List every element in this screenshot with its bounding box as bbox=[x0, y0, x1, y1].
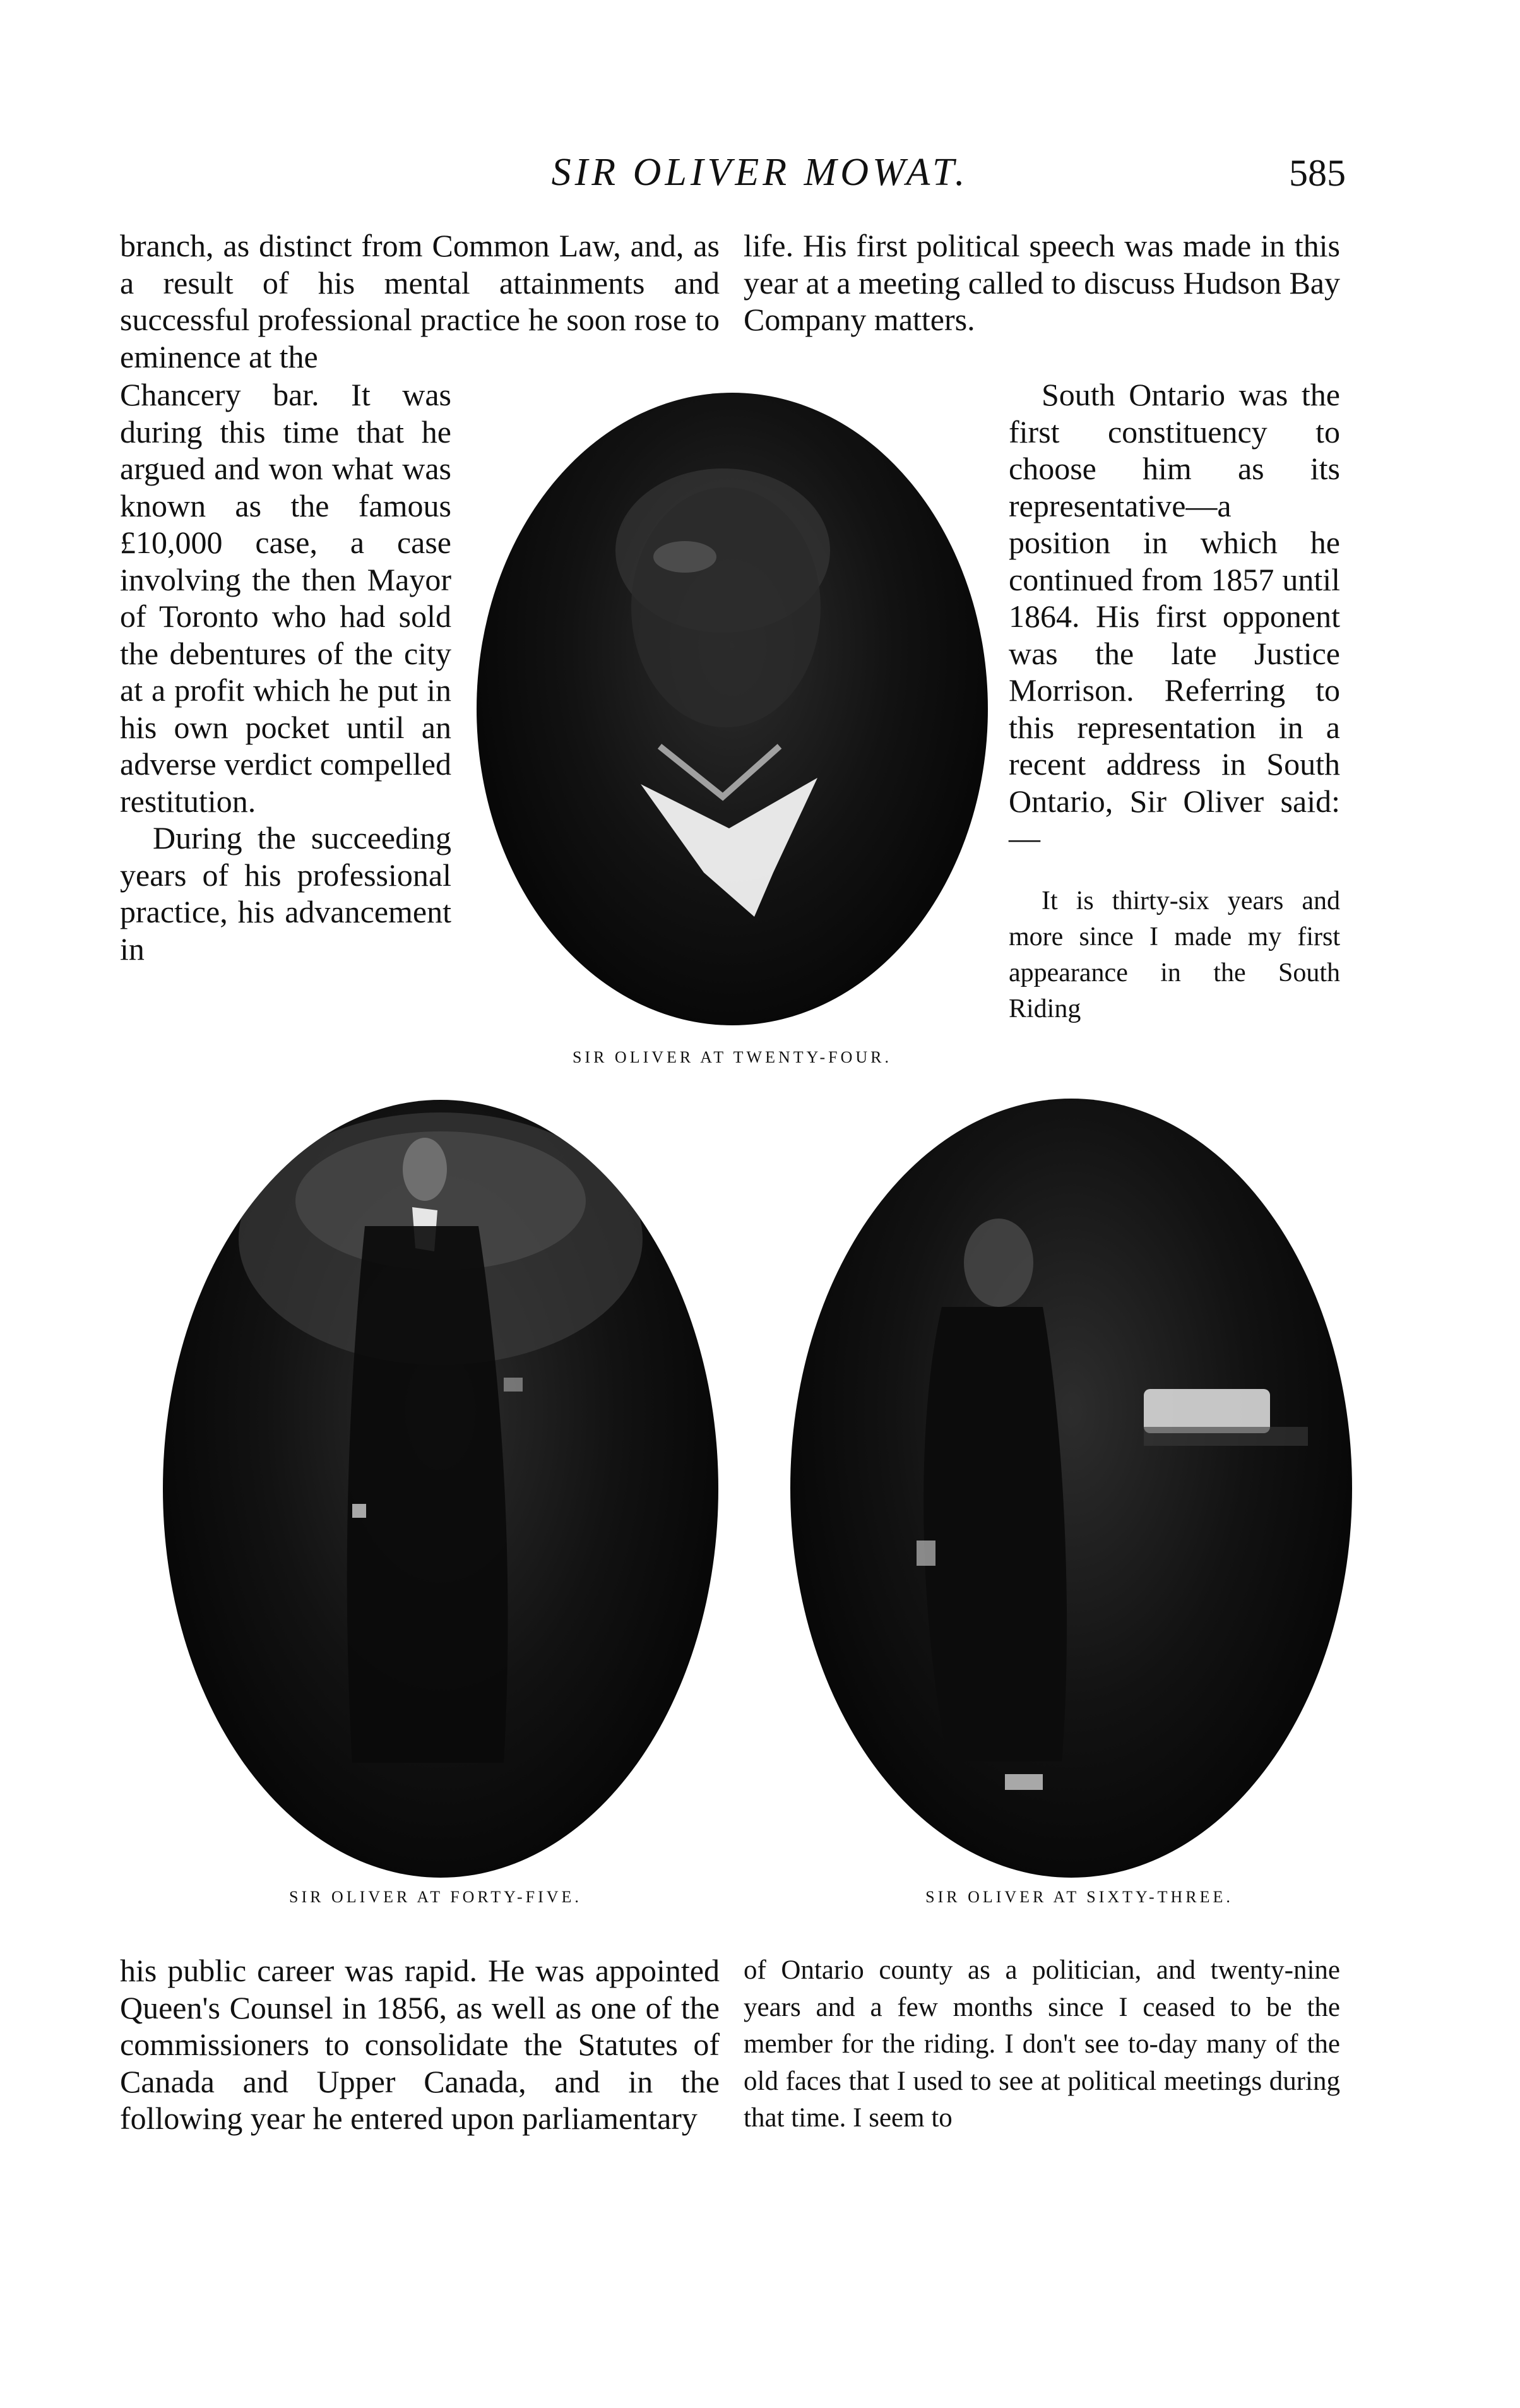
caption-forty-five: SIR OLIVER AT FORTY-FIVE. bbox=[289, 1888, 582, 1906]
paragraph-right-top: life. His first political speech was made in this year at a meeting called to discuss Hudson Bay Company matters. bbox=[744, 228, 1340, 337]
caption-twenty-four: SIR OLIVER AT TWENTY-FOUR. bbox=[572, 1048, 893, 1066]
portrait-twenty-four bbox=[477, 393, 988, 1025]
bottom-left-column bbox=[120, 1952, 720, 2137]
portrait-sixty-three-image bbox=[790, 1099, 1352, 1878]
paragraph-chancery: Chancery bar. It was during this time that he argued and won what was known as the famous £10,000 case, a case involving the then Mayor of Toronto who had sold the debentures of the city at a profit which he put in his own pocket until an adverse verdict compelled restitution. bbox=[120, 377, 451, 819]
running-head: SIR OLIVER MOWAT. bbox=[551, 151, 969, 194]
paragraph-south-ontario: South Ontario was the first constituency to choose him as its representative—a position in which he continued from 1857 until 1864. His first opponent was the late Justice Morrison. Referring to this representation in a recent address in South Ontario, Sir Oliver said:— bbox=[1009, 377, 1340, 855]
paragraph-left-top: branch, as distinct from Common Law, and, as a result of his mental attainments and successful professional practice he soon rose to eminence at the bbox=[120, 228, 720, 374]
bottom-right-column bbox=[744, 1952, 1340, 2137]
right-wrap-column bbox=[1009, 376, 1340, 1054]
page-number: 585 bbox=[1289, 152, 1346, 194]
caption-sixty-three: SIR OLIVER AT SIXTY-THREE. bbox=[925, 1888, 1233, 1906]
paragraph-succeeding-years: During the succeeding years of his professional practice, his advancement in bbox=[120, 820, 451, 967]
paragraph-ontario-county: of Ontario county as a politician, and twenty-nine years and a few months since I ceased to be the member for the riding. I don't see to-day many of the old faces that I used to see at political meetings during that time. I seem to bbox=[744, 1955, 1340, 2133]
portrait-twenty-four-image bbox=[477, 393, 988, 1025]
portrait-forty-five-image bbox=[163, 1100, 718, 1878]
paragraph-public-career: his public career was rapid. He was appointed Queen's Counsel in 1856, as well as one of the commissioners to consolidate the Statutes of Canada and Upper Canada, and in the following year he entered upon parliamentary bbox=[120, 1953, 720, 2136]
page-header bbox=[0, 150, 1520, 201]
left-column-top bbox=[120, 227, 720, 375]
right-column-top bbox=[744, 227, 1340, 338]
portrait-sixty-three bbox=[790, 1099, 1352, 1878]
left-wrap-column bbox=[120, 376, 451, 967]
portrait-forty-five bbox=[163, 1100, 718, 1878]
quote-paragraph: It is thirty-six years and more since I made my first appearance in the South Riding bbox=[1009, 886, 1340, 1023]
